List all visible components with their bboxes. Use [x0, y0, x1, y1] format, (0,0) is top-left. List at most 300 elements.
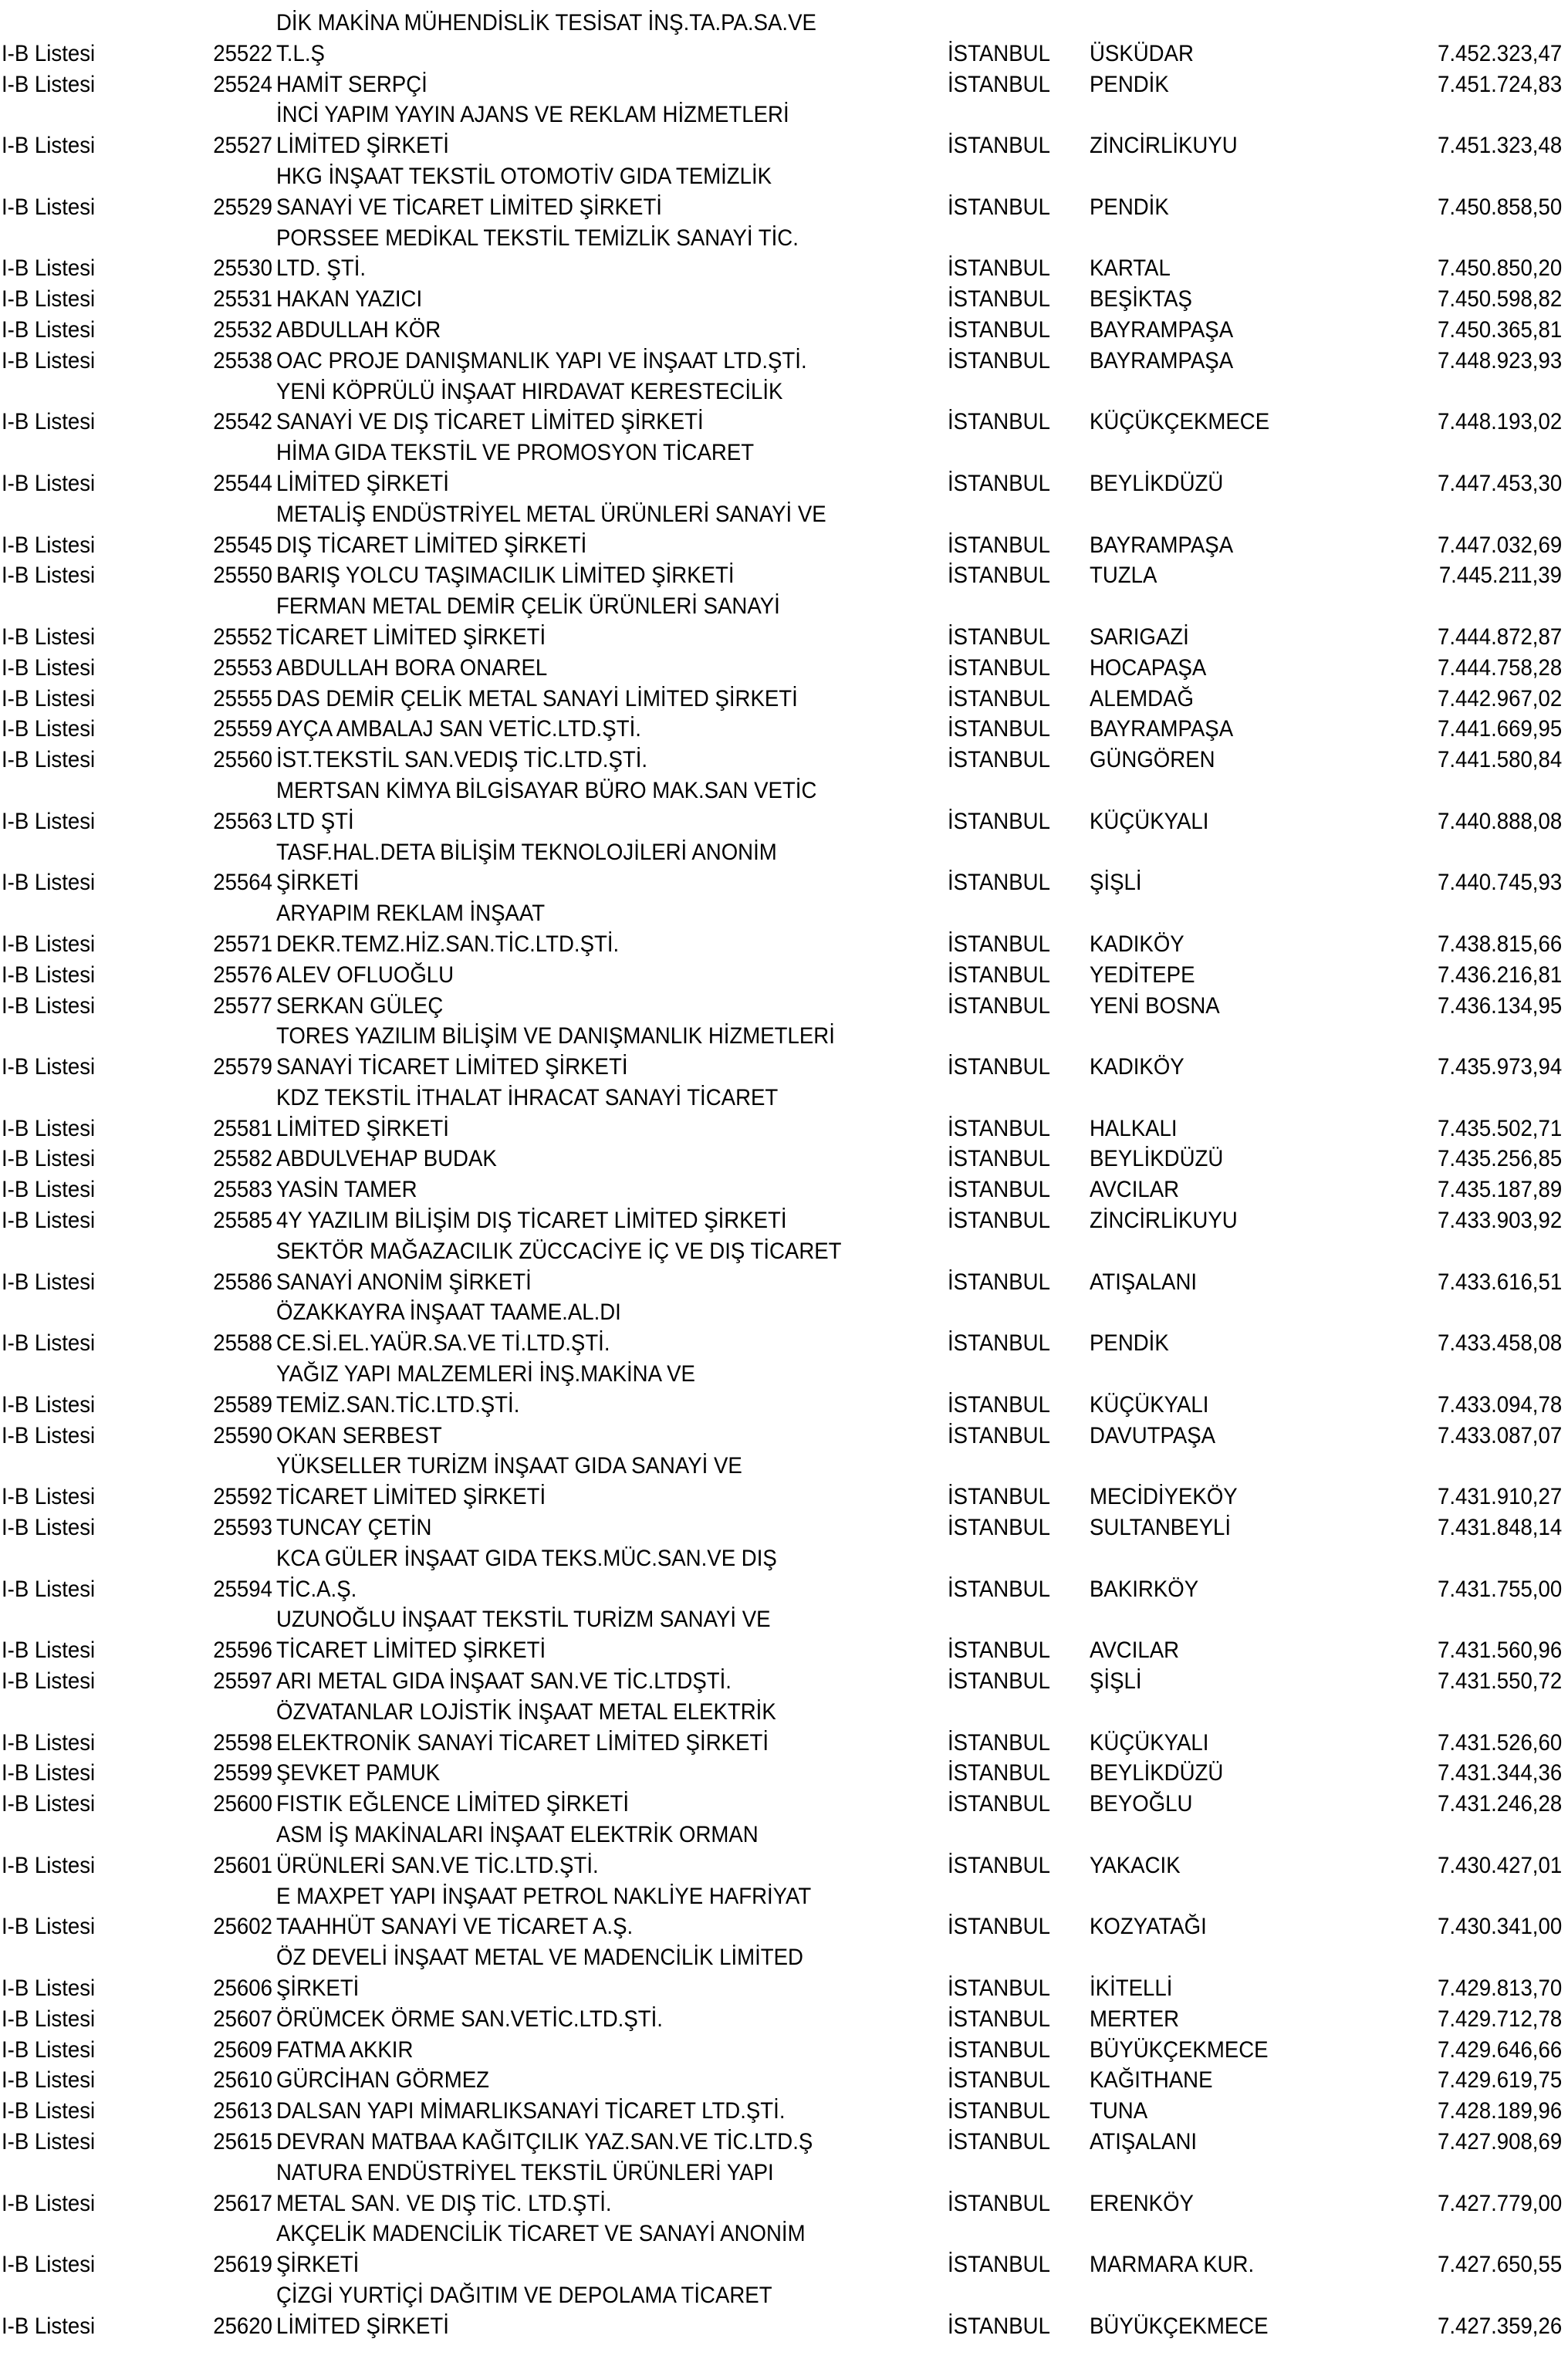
- amount-value: 7.448.923,93: [1437, 347, 1562, 373]
- company-name: HKG İNŞAAT TEKSTİL OTOMOTİV GIDA TEMİZLİK: [276, 163, 772, 189]
- city: İSTANBUL: [948, 1729, 1050, 1756]
- city: İSTANBUL: [948, 1330, 1050, 1357]
- record-number: 25606: [213, 1975, 272, 2001]
- amount-value: 7.427.650,55: [1437, 2252, 1562, 2278]
- row-main-line: [0, 1789, 1568, 1820]
- amount-value: 7.444.872,87: [1437, 624, 1562, 650]
- table-row: [0, 653, 1568, 684]
- row-main-line: [0, 1267, 1568, 1298]
- company-name: TİCARET LİMİTED ŞİRKETİ: [276, 1637, 546, 1664]
- record-number: 25522: [213, 40, 272, 66]
- company-name: LTD ŞTİ: [276, 808, 354, 834]
- list-label: I-B Listesi: [2, 409, 96, 435]
- row-main-line: [0, 653, 1568, 684]
- amount-value: 7.431.550,72: [1437, 1668, 1562, 1695]
- city: İSTANBUL: [948, 992, 1050, 1019]
- list-label: I-B Listesi: [2, 532, 96, 558]
- amount-value: 7.427.359,26: [1437, 2313, 1562, 2339]
- table-row: [0, 100, 1568, 161]
- record-number: 25594: [213, 1576, 272, 1602]
- table-row: [0, 684, 1568, 715]
- district: ATIŞALANI: [1090, 1269, 1198, 1295]
- company-name: ARYAPIM REKLAM İNŞAAT: [276, 901, 546, 927]
- row-main-line: [0, 2065, 1568, 2096]
- record-number: 25592: [213, 1484, 272, 1510]
- company-name: İNCİ YAPIM YAYIN AJANS VE REKLAM HİZMETLERİ: [276, 102, 789, 128]
- row-main-line: [0, 284, 1568, 315]
- row-main-line: [0, 929, 1568, 960]
- table-row: [0, 1174, 1568, 1205]
- row-main-line: [0, 991, 1568, 1022]
- list-label: I-B Listesi: [2, 1515, 96, 1541]
- list-label: I-B Listesi: [2, 1852, 96, 1878]
- list-label: I-B Listesi: [2, 286, 96, 313]
- table-row: [0, 1820, 1568, 1881]
- record-number: 25600: [213, 1791, 272, 1817]
- table-row: [0, 1421, 1568, 1452]
- amount-value: 7.450.365,81: [1437, 316, 1562, 343]
- district: BAYRAMPAŞA: [1090, 716, 1234, 742]
- row-main-line: [0, 1174, 1568, 1205]
- amount-value: 7.445.211,39: [1438, 563, 1562, 589]
- district: ZİNCİRLİKUYU: [1090, 133, 1238, 159]
- list-label: I-B Listesi: [2, 685, 96, 711]
- record-number: 25538: [213, 347, 272, 373]
- amount-value: 7.433.616,51: [1437, 1269, 1562, 1295]
- amount-value: 7.447.032,69: [1437, 532, 1562, 558]
- table-row: [0, 1881, 1568, 1943]
- table-row: [0, 591, 1568, 653]
- list-label: I-B Listesi: [2, 2190, 96, 2216]
- company-name: ŞEVKET PAMUK: [276, 1760, 441, 1786]
- row-wrap-line: [0, 223, 1568, 254]
- company-name: LTD. ŞTİ.: [276, 255, 367, 282]
- company-name: SANAYİ ANONİM ŞİRKETİ: [276, 1269, 532, 1295]
- table-row: [0, 1359, 1568, 1421]
- district: AVCILAR: [1090, 1637, 1180, 1664]
- record-number: 25585: [213, 1208, 272, 1234]
- record-number: 25577: [213, 992, 272, 1019]
- list-label: I-B Listesi: [2, 316, 96, 343]
- company-name: YAĞIZ YAPI MALZEMLERİ İNŞ.MAKİNA VE: [276, 1361, 695, 1387]
- district: YAKACIK: [1090, 1852, 1181, 1878]
- company-name: HİMA GIDA TEKSTİL VE PROMOSYON TİCARET: [276, 440, 755, 466]
- company-name: DALSAN YAPI MİMARLIKSANAYİ TİCARET LTD.ŞTİ.: [276, 2098, 786, 2124]
- row-main-line: [0, 560, 1568, 591]
- record-number: 25583: [213, 1177, 272, 1203]
- city: İSTANBUL: [948, 286, 1050, 313]
- row-main-line: [0, 1758, 1568, 1789]
- record-number: 25581: [213, 1115, 272, 1141]
- row-wrap-line: [0, 1942, 1568, 1973]
- company-name: YASİN TAMER: [276, 1177, 417, 1203]
- district: MARMARA KUR.: [1090, 2252, 1255, 2278]
- company-name: KCA GÜLER İNŞAAT GIDA TEKS.MÜC.SAN.VE DIŞ: [276, 1545, 777, 1571]
- amount-value: 7.431.526,60: [1437, 1729, 1562, 1756]
- company-name: UZUNOĞLU İNŞAAT TEKSTİL TURİZM SANAYİ VE: [276, 1607, 771, 1633]
- amount-value: 7.447.453,30: [1437, 470, 1562, 496]
- row-main-line: [0, 1114, 1568, 1144]
- district: BAYRAMPAŞA: [1090, 316, 1234, 343]
- list-label: I-B Listesi: [2, 747, 96, 773]
- row-main-line: [0, 39, 1568, 69]
- district: HOCAPAŞA: [1090, 654, 1207, 681]
- city: İSTANBUL: [948, 1422, 1050, 1448]
- company-name: METAL SAN. VE DIŞ TİC. LTD.ŞTİ.: [276, 2190, 612, 2216]
- company-name: ÜRÜNLERİ SAN.VE TİC.LTD.ŞTİ.: [276, 1852, 599, 1878]
- company-name: ABDULLAH KÖR: [276, 316, 441, 343]
- list-label: I-B Listesi: [2, 470, 96, 496]
- amount-value: 7.435.187,89: [1437, 1177, 1562, 1203]
- company-name: ÇİZGİ YURTİÇİ DAĞITIM VE DEPOLAMA TİCARET: [276, 2282, 772, 2308]
- district: ZİNCİRLİKUYU: [1090, 1208, 1238, 1234]
- district: BAYRAMPAŞA: [1090, 347, 1234, 373]
- record-number: 25586: [213, 1269, 272, 1295]
- city: İSTANBUL: [948, 747, 1050, 773]
- company-name: ÖZ DEVELİ İNŞAAT METAL VE MADENCİLİK LİMİTED: [276, 1945, 803, 1971]
- district: BEYLİKDÜZÜ: [1090, 1760, 1224, 1786]
- company-name: ÖZAKKAYRA İNŞAAT TAAME.AL.DI: [276, 1299, 621, 1326]
- amount-value: 7.429.813,70: [1437, 1975, 1562, 2001]
- district: SULTANBEYLİ: [1090, 1515, 1232, 1541]
- record-number: 25524: [213, 71, 272, 97]
- district: MECİDİYEKÖY: [1090, 1484, 1238, 1510]
- city: İSTANBUL: [948, 870, 1050, 896]
- table-row: [0, 991, 1568, 1022]
- amount-value: 7.435.256,85: [1437, 1146, 1562, 1172]
- amount-value: 7.433.458,08: [1437, 1330, 1562, 1357]
- company-name: METALİŞ ENDÜSTRİYEL METAL ÜRÜNLERİ SANAYİ VE: [276, 501, 826, 527]
- row-main-line: [0, 253, 1568, 284]
- list-label: I-B Listesi: [2, 1146, 96, 1172]
- company-name: SANAYİ VE TİCARET LİMİTED ŞİRKETİ: [276, 194, 662, 220]
- amount-value: 7.431.560,96: [1437, 1637, 1562, 1664]
- amount-value: 7.429.619,75: [1437, 2067, 1562, 2094]
- amount-value: 7.433.094,78: [1437, 1391, 1562, 1418]
- table-row: [0, 898, 1568, 960]
- city: İSTANBUL: [948, 808, 1050, 834]
- table-row: [0, 499, 1568, 561]
- table-row: [0, 1144, 1568, 1174]
- table-row: [0, 2004, 1568, 2035]
- list-label: I-B Listesi: [2, 1391, 96, 1418]
- table-row: [0, 1512, 1568, 1543]
- list-label: I-B Listesi: [2, 2128, 96, 2155]
- district: İKİTELLİ: [1090, 1975, 1173, 2001]
- list-label: I-B Listesi: [2, 654, 96, 681]
- list-label: I-B Listesi: [2, 1115, 96, 1141]
- company-name: ÖZVATANLAR LOJİSTİK İNŞAAT METAL ELEKTRİK: [276, 1698, 776, 1725]
- company-name: TAAHHÜT SANAYİ VE TİCARET A.Ş.: [276, 1914, 634, 1940]
- district: KADIKÖY: [1090, 1054, 1184, 1080]
- list-label: I-B Listesi: [2, 2252, 96, 2278]
- list-label: I-B Listesi: [2, 2036, 96, 2063]
- table-row: [0, 2065, 1568, 2096]
- city: İSTANBUL: [948, 1269, 1050, 1295]
- record-number: 25545: [213, 532, 272, 558]
- amount-value: 7.448.193,02: [1437, 409, 1562, 435]
- company-name: AYÇA AMBALAJ SAN VETİC.LTD.ŞTİ.: [276, 716, 641, 742]
- company-name: SEKTÖR MAĞAZACILIK ZÜCCACİYE İÇ VE DIŞ TİCARET: [276, 1238, 842, 1264]
- company-name: TUNCAY ÇETİN: [276, 1515, 432, 1541]
- city: İSTANBUL: [948, 2098, 1050, 2124]
- city: İSTANBUL: [948, 931, 1050, 957]
- record-number: 25602: [213, 1914, 272, 1940]
- record-number: 25599: [213, 1760, 272, 1786]
- table-row: [0, 346, 1568, 377]
- list-label: I-B Listesi: [2, 716, 96, 742]
- company-name: ALEV OFLUOĞLU: [276, 962, 455, 988]
- list-label: I-B Listesi: [2, 1576, 96, 1602]
- row-main-line: [0, 69, 1568, 100]
- company-name: FISTIK EĞLENCE LİMİTED ŞİRKETİ: [276, 1791, 630, 1817]
- company-name: FATMA AKKIR: [276, 2036, 414, 2063]
- document-table: [0, 8, 1568, 2342]
- city: İSTANBUL: [948, 2036, 1050, 2063]
- company-name: DAS DEMİR ÇELİK METAL SANAYİ LİMİTED ŞİRKETİ: [276, 685, 798, 711]
- record-number: 25560: [213, 747, 272, 773]
- district: PENDİK: [1090, 194, 1169, 220]
- list-label: I-B Listesi: [2, 808, 96, 834]
- row-wrap-line: [0, 837, 1568, 868]
- record-number: 25531: [213, 286, 272, 313]
- list-label: I-B Listesi: [2, 1637, 96, 1664]
- city: İSTANBUL: [948, 1177, 1050, 1203]
- city: İSTANBUL: [948, 2006, 1050, 2032]
- row-main-line: [0, 1328, 1568, 1359]
- list-label: I-B Listesi: [2, 992, 96, 1019]
- amount-value: 7.442.967,02: [1437, 685, 1562, 711]
- record-number: 25607: [213, 2006, 272, 2032]
- company-name: ABDULLAH BORA ONAREL: [276, 654, 548, 681]
- district: KARTAL: [1090, 255, 1171, 282]
- city: İSTANBUL: [948, 1668, 1050, 1695]
- list-label: I-B Listesi: [2, 1177, 96, 1203]
- row-main-line: [0, 1728, 1568, 1759]
- city: İSTANBUL: [948, 2190, 1050, 2216]
- district: MERTER: [1090, 2006, 1180, 2032]
- list-label: I-B Listesi: [2, 1729, 96, 1756]
- company-name: İST.TEKSTİL SAN.VEDIŞ TİC.LTD.ŞTİ.: [276, 747, 648, 773]
- city: İSTANBUL: [948, 316, 1050, 343]
- row-main-line: [0, 1512, 1568, 1543]
- table-row: [0, 2219, 1568, 2280]
- company-name: LİMİTED ŞİRKETİ: [276, 470, 449, 496]
- row-main-line: [0, 530, 1568, 561]
- district: ÜSKÜDAR: [1090, 40, 1194, 66]
- city: İSTANBUL: [948, 716, 1050, 742]
- company-name: NATURA ENDÜSTRİYEL TEKSTİL ÜRÜNLERİ YAPI: [276, 2159, 774, 2185]
- row-wrap-line: [0, 2280, 1568, 2311]
- row-wrap-line: [0, 1697, 1568, 1728]
- amount-value: 7.441.669,95: [1437, 716, 1562, 742]
- amount-value: 7.431.910,27: [1437, 1484, 1562, 1510]
- record-number: 25610: [213, 2067, 272, 2094]
- district: BEYLİKDÜZÜ: [1090, 470, 1224, 496]
- company-name: MERTSAN KİMYA BİLGİSAYAR BÜRO MAK.SAN VETİC: [276, 777, 817, 803]
- city: İSTANBUL: [948, 1391, 1050, 1418]
- district: BEYOĞLU: [1090, 1791, 1193, 1817]
- company-name: E MAXPET YAPI İNŞAAT PETROL NAKLİYE HAFRİYAT: [276, 1883, 812, 1909]
- city: İSTANBUL: [948, 347, 1050, 373]
- table-row: [0, 69, 1568, 100]
- list-label: I-B Listesi: [2, 40, 96, 66]
- company-name: LİMİTED ŞİRKETİ: [276, 133, 449, 159]
- district: KÜÇÜKÇEKMECE: [1090, 409, 1270, 435]
- table-row: [0, 2280, 1568, 2342]
- company-name: DEKR.TEMZ.HİZ.SAN.TİC.LTD.ŞTİ.: [276, 931, 620, 957]
- city: İSTANBUL: [948, 624, 1050, 650]
- row-main-line: [0, 1635, 1568, 1666]
- district: BÜYÜKÇEKMECE: [1090, 2036, 1269, 2063]
- district: PENDİK: [1090, 71, 1169, 97]
- row-main-line: [0, 1574, 1568, 1605]
- district: YENİ BOSNA: [1090, 992, 1220, 1019]
- record-number: 25550: [213, 563, 272, 589]
- amount-value: 7.451.323,48: [1437, 133, 1562, 159]
- district: PENDİK: [1090, 1330, 1169, 1357]
- amount-value: 7.435.502,71: [1437, 1115, 1562, 1141]
- district: KADIKÖY: [1090, 931, 1184, 957]
- city: İSTANBUL: [948, 1760, 1050, 1786]
- record-number: 25582: [213, 1146, 272, 1172]
- table-row: [0, 1205, 1568, 1236]
- city: İSTANBUL: [948, 2067, 1050, 2094]
- row-main-line: [0, 192, 1568, 223]
- district: KÜÇÜKYALI: [1090, 1729, 1209, 1756]
- city: İSTANBUL: [948, 71, 1050, 97]
- row-main-line: [0, 867, 1568, 898]
- list-label: I-B Listesi: [2, 2313, 96, 2339]
- amount-value: 7.440.888,08: [1437, 808, 1562, 834]
- company-name: SERKAN GÜLEÇ: [276, 992, 444, 1019]
- city: İSTANBUL: [948, 470, 1050, 496]
- city: İSTANBUL: [948, 1115, 1050, 1141]
- record-number: 25542: [213, 409, 272, 435]
- record-number: 25619: [213, 2252, 272, 2278]
- record-number: 25615: [213, 2128, 272, 2155]
- table-row: [0, 2035, 1568, 2066]
- row-main-line: [0, 1144, 1568, 1174]
- amount-value: 7.430.341,00: [1437, 1914, 1562, 1940]
- company-name: TİCARET LİMİTED ŞİRKETİ: [276, 624, 546, 650]
- district: BAYRAMPAŞA: [1090, 532, 1234, 558]
- table-row: [0, 960, 1568, 991]
- table-row: [0, 776, 1568, 837]
- record-number: 25530: [213, 255, 272, 282]
- city: İSTANBUL: [948, 194, 1050, 220]
- list-label: I-B Listesi: [2, 1668, 96, 1695]
- district: ŞİŞLİ: [1090, 870, 1142, 896]
- list-label: I-B Listesi: [2, 1975, 96, 2001]
- list-label: I-B Listesi: [2, 1914, 96, 1940]
- amount-value: 7.431.246,28: [1437, 1791, 1562, 1817]
- table-row: [0, 837, 1568, 899]
- row-main-line: [0, 2096, 1568, 2127]
- row-wrap-line: [0, 1021, 1568, 1052]
- amount-value: 7.436.216,81: [1437, 962, 1562, 988]
- row-main-line: [0, 2311, 1568, 2342]
- company-name: LİMİTED ŞİRKETİ: [276, 1115, 449, 1141]
- city: İSTANBUL: [948, 532, 1050, 558]
- table-row: [0, 223, 1568, 285]
- list-label: I-B Listesi: [2, 194, 96, 220]
- company-name: YÜKSELLER TURİZM İNŞAAT GIDA SANAYİ VE: [276, 1453, 742, 1479]
- record-number: 25555: [213, 685, 272, 711]
- district: ALEMDAĞ: [1090, 685, 1194, 711]
- row-main-line: [0, 1973, 1568, 2004]
- row-main-line: [0, 407, 1568, 438]
- table-row: [0, 438, 1568, 499]
- amount-value: 7.433.087,07: [1437, 1422, 1562, 1448]
- amount-value: 7.440.745,93: [1437, 870, 1562, 896]
- row-wrap-line: [0, 8, 1568, 39]
- list-label: I-B Listesi: [2, 1422, 96, 1448]
- row-main-line: [0, 960, 1568, 991]
- row-wrap-line: [0, 1543, 1568, 1574]
- company-name: PORSSEE MEDİKAL TEKSTİL TEMİZLİK SANAYİ TİC.: [276, 225, 799, 251]
- amount-value: 7.450.858,50: [1437, 194, 1562, 220]
- row-main-line: [0, 2035, 1568, 2066]
- table-row: [0, 1604, 1568, 1666]
- row-main-line: [0, 1666, 1568, 1697]
- list-label: I-B Listesi: [2, 870, 96, 896]
- row-wrap-line: [0, 1451, 1568, 1482]
- district: ŞİŞLİ: [1090, 1668, 1142, 1695]
- district: BAKIRKÖY: [1090, 1576, 1199, 1602]
- company-name: DİK MAKİNA MÜHENDİSLİK TESİSAT İNŞ.TA.PA.SA.VE: [276, 10, 816, 35]
- district: AVCILAR: [1090, 1177, 1180, 1203]
- table-row: [0, 1451, 1568, 1512]
- district: KÜÇÜKYALI: [1090, 1391, 1209, 1418]
- record-number: 25590: [213, 1422, 272, 1448]
- city: İSTANBUL: [948, 409, 1050, 435]
- record-number: 25613: [213, 2098, 272, 2124]
- company-name: ASM İŞ MAKİNALARI İNŞAAT ELEKTRİK ORMAN: [276, 1822, 759, 1848]
- table-row: [0, 1758, 1568, 1789]
- amount-value: 7.431.848,14: [1437, 1515, 1562, 1541]
- amount-value: 7.438.815,66: [1437, 931, 1562, 957]
- company-name: 4Y YAZILIM BİLİŞİM DIŞ TİCARET LİMİTED ŞİRKETİ: [276, 1208, 787, 1234]
- row-wrap-line: [0, 1236, 1568, 1267]
- company-name: HAMİT SERPÇİ: [276, 71, 427, 97]
- row-wrap-line: [0, 1297, 1568, 1328]
- amount-value: 7.431.755,00: [1437, 1576, 1562, 1602]
- district: BÜYÜKÇEKMECE: [1090, 2313, 1269, 2339]
- city: İSTANBUL: [948, 1208, 1050, 1234]
- row-main-line: [0, 1205, 1568, 1236]
- city: İSTANBUL: [948, 255, 1050, 282]
- district: TUNA: [1090, 2098, 1148, 2124]
- record-number: 25598: [213, 1729, 272, 1756]
- company-name: T.L.Ş: [276, 40, 325, 66]
- record-number: 25593: [213, 1515, 272, 1541]
- row-wrap-line: [0, 438, 1568, 468]
- district: KOZYATAĞI: [1090, 1914, 1207, 1940]
- record-number: 25552: [213, 624, 272, 650]
- row-wrap-line: [0, 499, 1568, 530]
- company-name: FERMAN METAL DEMİR ÇELİK ÜRÜNLERİ SANAYİ: [276, 593, 780, 620]
- row-main-line: [0, 1421, 1568, 1452]
- company-name: ŞİRKETİ: [276, 2252, 360, 2278]
- row-main-line: [0, 1390, 1568, 1421]
- district: BEŞİKTAŞ: [1090, 286, 1192, 313]
- amount-value: 7.433.903,92: [1437, 1208, 1562, 1234]
- amount-value: 7.427.908,69: [1437, 2128, 1562, 2155]
- list-label: I-B Listesi: [2, 1760, 96, 1786]
- record-number: 25527: [213, 133, 272, 159]
- district: TUZLA: [1090, 563, 1157, 589]
